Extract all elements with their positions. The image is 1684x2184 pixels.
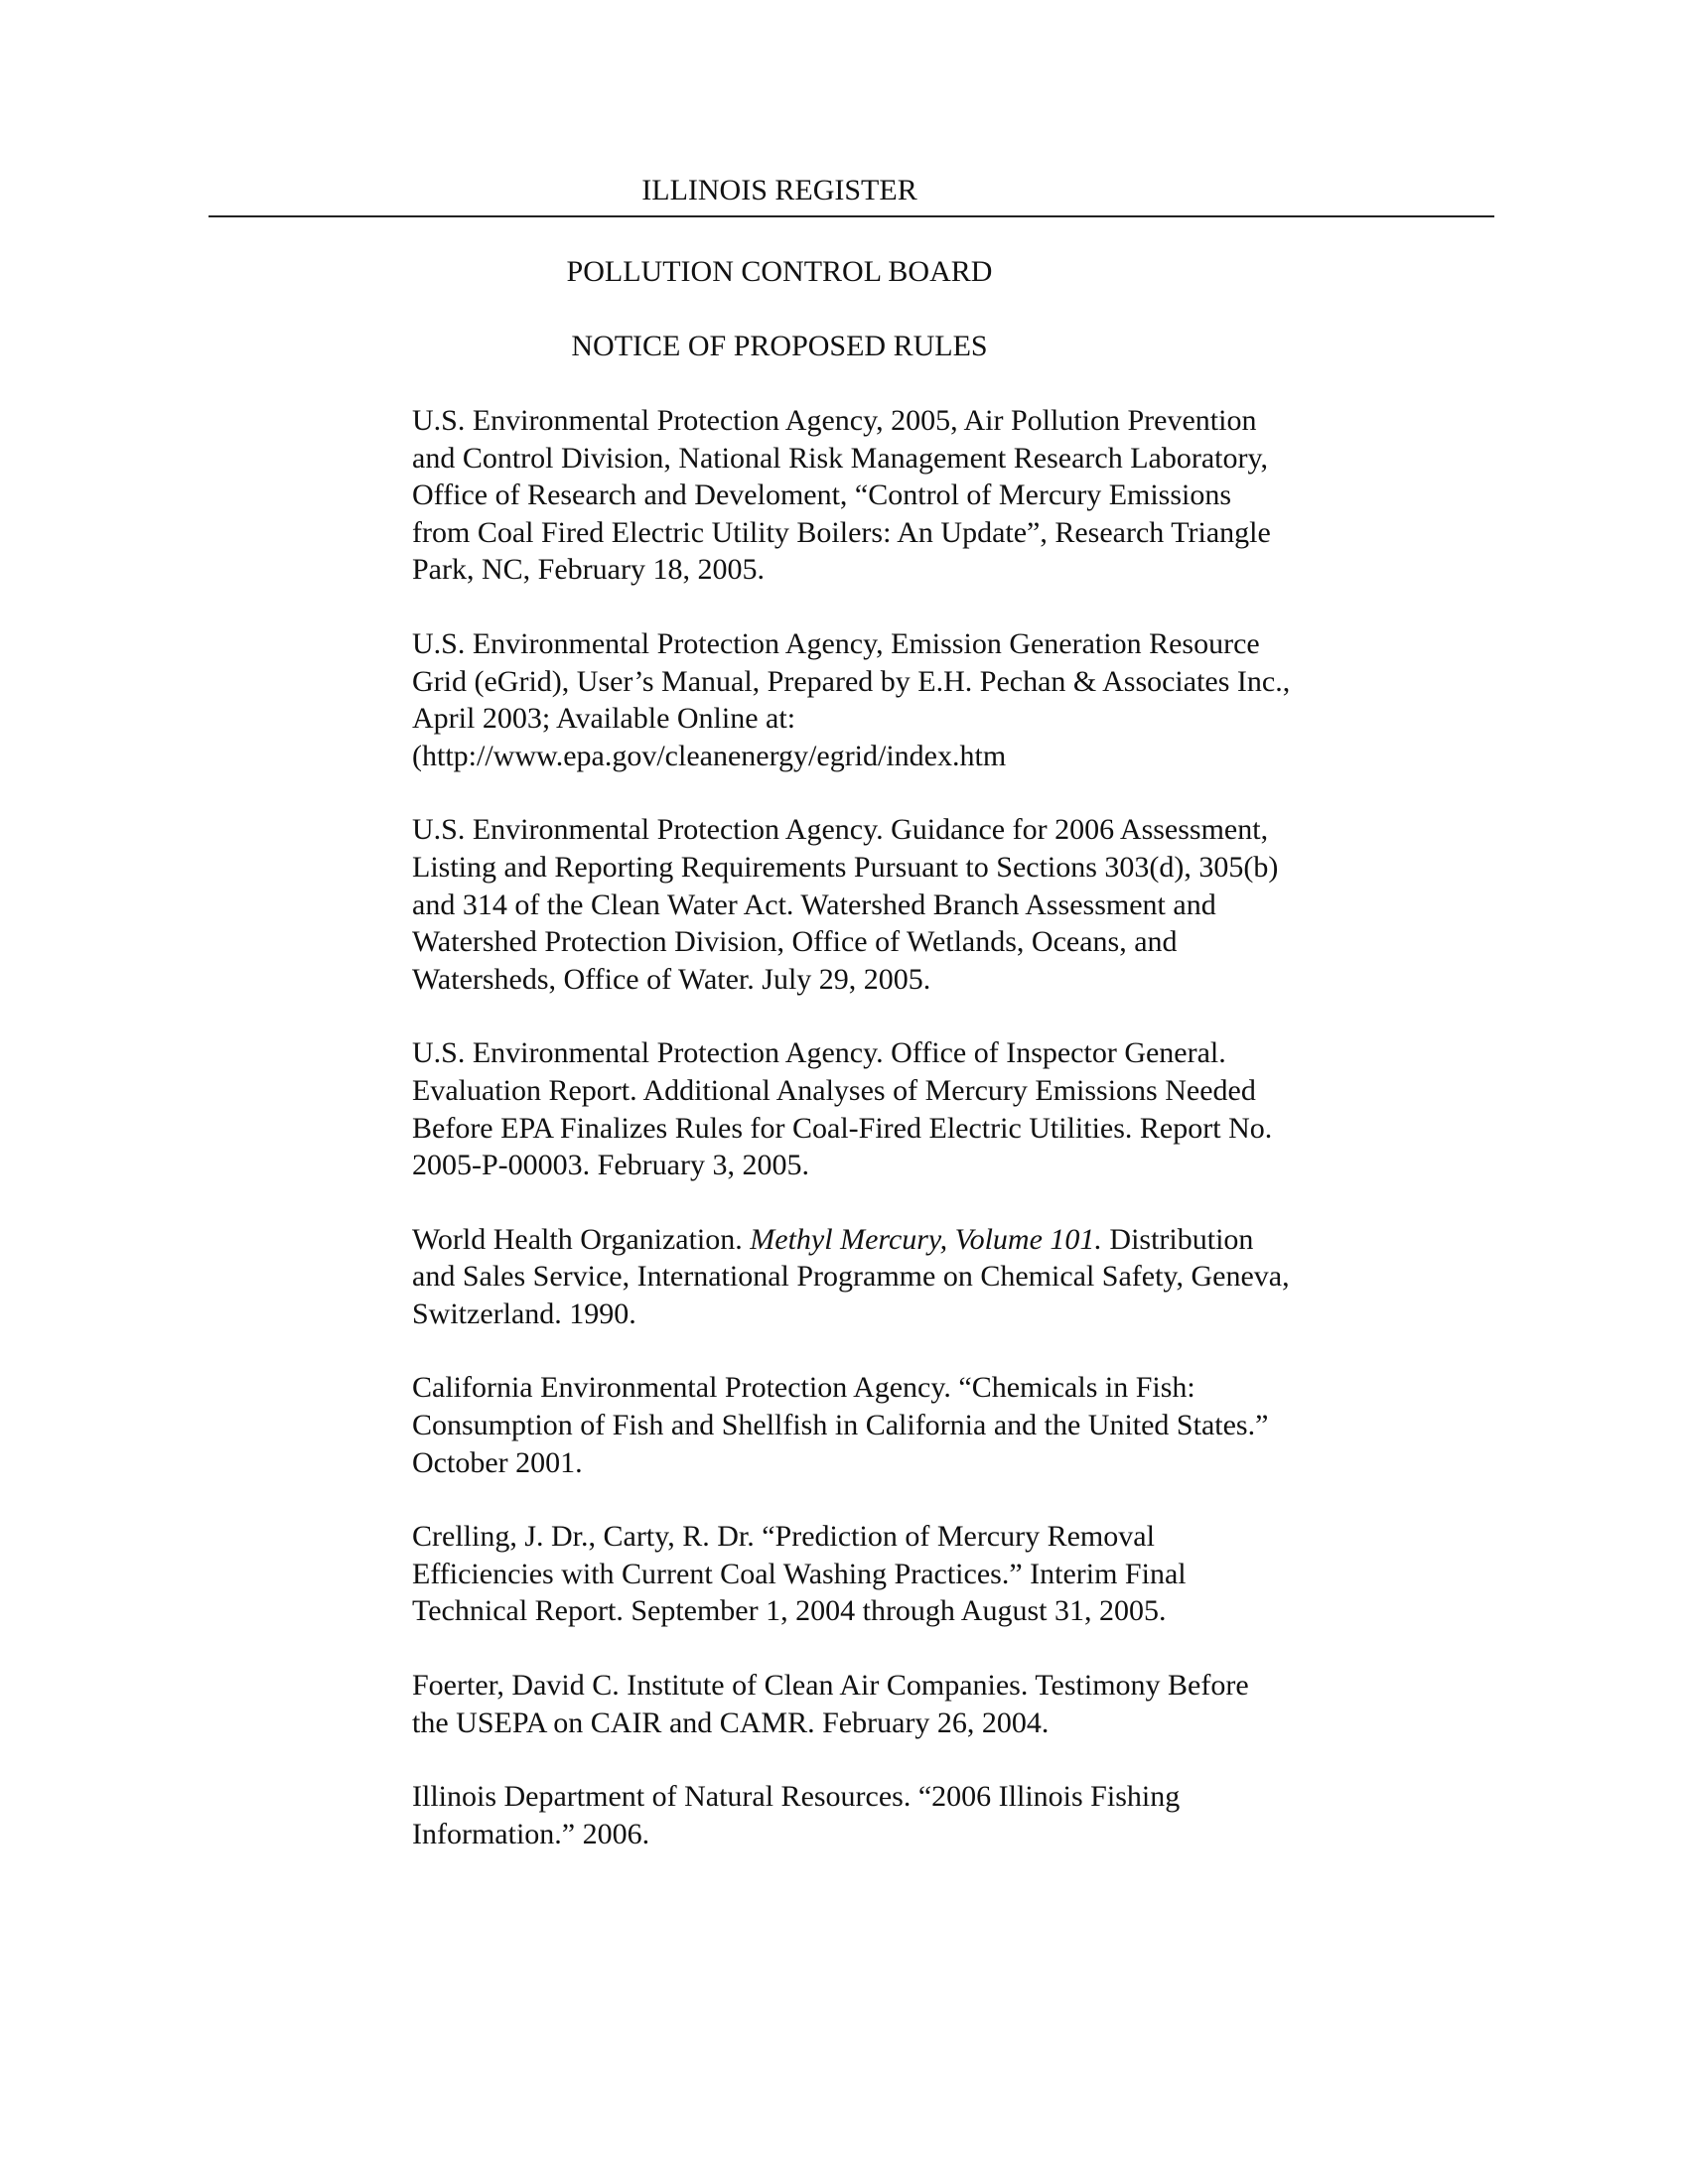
reference-line: U.S. Environmental Protection Agency, 2005, Air Pollution Prevention <box>412 404 1257 437</box>
reference-line: October 2001. <box>412 1445 583 1479</box>
reference-line: Technical Report. September 1, 2004 through August 31, 2005. <box>412 1594 1167 1628</box>
reference-line: and Sales Service, International Programme on Chemical Safety, Geneva, <box>412 1260 1290 1294</box>
agency-heading: POLLUTION CONTROL BOARD <box>566 255 993 288</box>
reference-line: Grid (eGrid), User’s Manual, Prepared by E.H. Pechan & Associates Inc., <box>412 664 1291 698</box>
reference-line: Crelling, J. Dr., Carty, R. Dr. “Prediction of Mercury Removal <box>412 1520 1155 1554</box>
reference-line: Before EPA Finalizes Rules for Coal-Fired Electric Utilities. Report No. <box>412 1111 1273 1145</box>
reference-item <box>412 1221 1405 1333</box>
reference-line: Foerter, David C. Institute of Clean Air Companies. Testimony Before <box>412 1669 1249 1703</box>
reference-line: and Control Division, National Risk Management Research Laboratory, <box>412 441 1269 475</box>
reference-item <box>412 811 1405 998</box>
reference-line: from Coal Fired Electric Utility Boilers: An Update”, Research Triangle <box>412 515 1271 549</box>
reference-line: Switzerland. 1990. <box>412 1297 636 1330</box>
reference-text: World Health Organization. <box>412 1222 751 1256</box>
reference-line: the USEPA on CAIR and CAMR. February 26, 2004. <box>412 1706 1050 1739</box>
reference-item <box>412 1369 1405 1481</box>
reference-line: and 314 of the Clean Water Act. Watershed Branch Assessment and <box>412 887 1216 921</box>
reference-item <box>412 402 1405 589</box>
reference-item <box>412 625 1405 774</box>
reference-line: U.S. Environmental Protection Agency, Emission Generation Resource <box>412 626 1260 660</box>
reference-line: Park, NC, February 18, 2005. <box>412 553 765 587</box>
reference-line: Efficiencies with Current Coal Washing Practices.” Interim Final <box>412 1557 1187 1590</box>
reference-item <box>412 1518 1405 1630</box>
reference-line: Watersheds, Office of Water. July 29, 2005. <box>412 962 931 996</box>
reference-line: Information.” 2006. <box>412 1817 650 1850</box>
header-rule <box>209 215 1494 217</box>
register-title: ILLINOIS REGISTER <box>641 174 917 206</box>
reference-line: Consumption of Fish and Shellfish in California and the United States.” <box>412 1409 1269 1442</box>
reference-text: Distribution <box>1101 1222 1254 1256</box>
reference-list <box>412 402 1405 1889</box>
reference-line: Watershed Protection Division, Office of Wetlands, Oceans, and <box>412 925 1178 959</box>
reference-line: California Environmental Protection Agency. “Chemicals in Fish: <box>412 1371 1195 1405</box>
reference-item <box>412 1667 1405 1741</box>
publication-title: Methyl Mercury, Volume 101. <box>750 1222 1102 1256</box>
reference-line: April 2003; Available Online at: <box>412 702 796 736</box>
reference-line: Illinois Department of Natural Resources. “2006 Illinois Fishing <box>412 1780 1181 1814</box>
reference-url: (http://www.epa.gov/cleanenergy/egrid/index.htm <box>412 739 1007 772</box>
reference-item <box>412 1778 1405 1852</box>
reference-line <box>412 1221 1405 1259</box>
reference-line: Listing and Reporting Requirements Pursuant to Sections 303(d), 305(b) <box>412 850 1279 884</box>
reference-line: Evaluation Report. Additional Analyses of Mercury Emissions Needed <box>412 1073 1256 1107</box>
reference-line: Office of Research and Develoment, “Control of Mercury Emissions <box>412 478 1232 512</box>
reference-line: U.S. Environmental Protection Agency. Guidance for 2006 Assessment, <box>412 813 1269 847</box>
reference-item <box>412 1034 1405 1183</box>
notice-heading: NOTICE OF PROPOSED RULES <box>571 330 988 362</box>
reference-line: 2005-P-00003. February 3, 2005. <box>412 1149 809 1182</box>
reference-line: U.S. Environmental Protection Agency. Office of Inspector General. <box>412 1036 1226 1070</box>
